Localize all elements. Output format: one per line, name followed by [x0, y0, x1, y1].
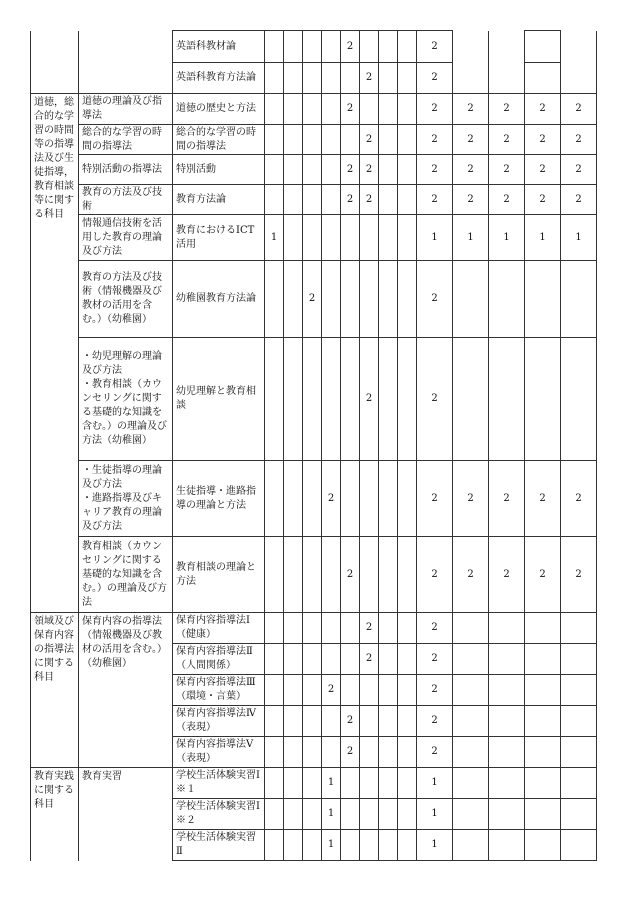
unit-cell [265, 675, 284, 706]
unit-cell: 2 [417, 737, 453, 768]
unit-cell [525, 737, 561, 768]
unit-cell: 2 [489, 537, 525, 613]
unit-cell [379, 737, 398, 768]
unit-cell: 1 [453, 215, 489, 261]
unit-cell [379, 644, 398, 675]
unit-cell [265, 94, 284, 125]
unit-cell: 2 [360, 185, 379, 215]
unit-cell: 2 [360, 125, 379, 155]
unit-cell: 2 [360, 644, 379, 675]
unit-cell: 2 [417, 185, 453, 215]
unit-cell [489, 830, 525, 861]
table-row [31, 261, 597, 338]
unit-cell [265, 706, 284, 737]
course-cell: 英語科教材論 [173, 31, 265, 63]
unit-cell [284, 94, 303, 125]
unit-cell [322, 537, 341, 613]
unit-cell [284, 737, 303, 768]
unit-cell [453, 613, 489, 644]
unit-cell: 2 [417, 31, 453, 63]
unit-cell: 1 [417, 768, 453, 799]
course-cell: 保育内容指導法Ⅱ（人間関係） [173, 644, 265, 675]
unit-cell [561, 830, 597, 861]
unit-cell [303, 799, 322, 830]
unit-cell [341, 644, 360, 675]
unit-cell [379, 94, 398, 125]
unit-cell: 2 [525, 461, 561, 537]
unit-cell: 1 [417, 799, 453, 830]
unit-cell: 2 [561, 155, 597, 185]
unit-cell: 1 [489, 215, 525, 261]
unit-cell [398, 737, 417, 768]
unit-cell [398, 461, 417, 537]
requirement-cell: 道徳の理論及び指導法 [79, 94, 173, 125]
unit-cell [398, 613, 417, 644]
unit-cell [265, 644, 284, 675]
unit-cell [341, 63, 360, 94]
category-cell: 道徳，総合的な学習の時間等の指導法及び生徒指導，教育相談等に関する科目 [31, 94, 79, 613]
course-cell: 保育内容指導法Ⅰ（健康） [173, 613, 265, 644]
unit-cell: 2 [453, 94, 489, 125]
course-cell: 幼稚園教育方法論 [173, 261, 265, 338]
unit-cell [303, 706, 322, 737]
unit-cell [398, 799, 417, 830]
unit-cell [265, 461, 284, 537]
unit-cell: 1 [322, 799, 341, 830]
unit-cell [341, 613, 360, 644]
unit-cell [360, 537, 379, 613]
unit-cell [561, 675, 597, 706]
unit-cell: 2 [489, 185, 525, 215]
unit-cell [322, 338, 341, 461]
unit-cell [453, 768, 489, 799]
unit-cell [525, 644, 561, 675]
unit-cell: 1 [417, 215, 453, 261]
unit-cell [525, 706, 561, 737]
unit-cell [265, 31, 284, 63]
unit-cell [265, 185, 284, 215]
blank-cell [561, 31, 597, 94]
requirement-cell: 教育実習 [79, 768, 173, 861]
unit-cell: 2 [341, 706, 360, 737]
unit-cell [379, 155, 398, 185]
unit-cell [303, 94, 322, 125]
unit-cell [489, 675, 525, 706]
unit-cell [341, 125, 360, 155]
unit-cell [525, 613, 561, 644]
unit-cell [303, 644, 322, 675]
unit-cell [360, 768, 379, 799]
unit-cell [453, 737, 489, 768]
unit-cell [379, 215, 398, 261]
unit-cell [489, 338, 525, 461]
unit-cell [284, 461, 303, 537]
unit-cell [379, 537, 398, 613]
unit-cell [489, 799, 525, 830]
unit-cell: 2 [417, 63, 453, 94]
unit-cell: 2 [453, 155, 489, 185]
unit-cell [341, 768, 360, 799]
unit-cell: 1 [322, 768, 341, 799]
unit-cell: 2 [417, 461, 453, 537]
table-row [31, 125, 597, 155]
unit-cell: 2 [453, 461, 489, 537]
unit-cell [379, 830, 398, 861]
unit-cell [322, 155, 341, 185]
unit-cell [284, 675, 303, 706]
unit-cell [453, 675, 489, 706]
unit-cell [303, 155, 322, 185]
unit-cell [398, 830, 417, 861]
unit-cell [322, 261, 341, 338]
unit-cell [525, 768, 561, 799]
unit-cell [453, 338, 489, 461]
unit-cell: 2 [303, 261, 322, 338]
table-row [31, 215, 597, 261]
unit-cell [360, 799, 379, 830]
unit-cell: 2 [360, 155, 379, 185]
unit-cell [303, 338, 322, 461]
unit-cell: 2 [417, 644, 453, 675]
unit-cell [284, 799, 303, 830]
unit-cell: 2 [525, 537, 561, 613]
unit-cell [379, 706, 398, 737]
unit-cell [265, 261, 284, 338]
requirement-cell: 総合的な学習の時間の指導法 [79, 125, 173, 155]
table-row [31, 185, 597, 215]
unit-cell [265, 737, 284, 768]
blank-cell [525, 63, 561, 94]
unit-cell: 2 [417, 537, 453, 613]
unit-cell [379, 675, 398, 706]
unit-cell [561, 737, 597, 768]
unit-cell: 2 [341, 31, 360, 63]
unit-cell [265, 613, 284, 644]
unit-cell [303, 185, 322, 215]
unit-cell [265, 155, 284, 185]
unit-cell [284, 644, 303, 675]
unit-cell [341, 215, 360, 261]
course-cell: 学校生活体験実習Ⅰ ※１ [173, 768, 265, 799]
unit-cell: 2 [489, 125, 525, 155]
course-cell: 総合的な学習の時間の指導法 [173, 125, 265, 155]
course-cell: 学校生活体験実習Ⅱ [173, 830, 265, 861]
requirement-cell: 情報通信技術を活用した教育の理論及び方法 [79, 215, 173, 261]
unit-cell: 2 [489, 461, 525, 537]
unit-cell [322, 185, 341, 215]
requirement-cell: 保育内容の指導法（情報機器及び教材の活用を含む。）（幼稚園） [79, 613, 173, 768]
unit-cell [398, 706, 417, 737]
course-cell: 英語科教育方法論 [173, 63, 265, 94]
unit-cell [561, 261, 597, 338]
course-cell: 保育内容指導法Ⅳ（表現） [173, 706, 265, 737]
unit-cell [322, 737, 341, 768]
unit-cell: 2 [561, 94, 597, 125]
unit-cell [341, 799, 360, 830]
unit-cell [561, 706, 597, 737]
unit-cell [322, 706, 341, 737]
unit-cell [398, 644, 417, 675]
unit-cell [525, 261, 561, 338]
unit-cell [284, 215, 303, 261]
unit-cell [360, 94, 379, 125]
unit-cell: 2 [453, 185, 489, 215]
unit-cell: 2 [417, 675, 453, 706]
unit-cell [489, 737, 525, 768]
requirement-cell: 教育相談（カウンセリングに関する基礎的な知識を含む。）の理論及び方法 [79, 537, 173, 613]
curriculum-table [30, 30, 597, 861]
unit-cell [360, 461, 379, 537]
unit-cell [303, 125, 322, 155]
unit-cell: 1 [322, 830, 341, 861]
requirement-cell [79, 31, 173, 94]
unit-cell [265, 830, 284, 861]
unit-cell [341, 261, 360, 338]
unit-cell [561, 613, 597, 644]
unit-cell [489, 644, 525, 675]
unit-cell: 1 [525, 215, 561, 261]
unit-cell [284, 537, 303, 613]
unit-cell [303, 737, 322, 768]
unit-cell [360, 675, 379, 706]
course-cell: 生徒指導・進路指導の理論と方法 [173, 461, 265, 537]
unit-cell [398, 125, 417, 155]
requirement-cell: ・幼児理解の理論及び方法 ・教育相談（カウンセリングに関する基礎的な知識を含む。）の理論及び方法（幼稚園） [79, 338, 173, 461]
unit-cell [265, 63, 284, 94]
unit-cell [284, 338, 303, 461]
unit-cell [303, 613, 322, 644]
unit-cell [379, 125, 398, 155]
unit-cell [379, 799, 398, 830]
requirement-cell: 特別活動の指導法 [79, 155, 173, 185]
unit-cell [303, 830, 322, 861]
unit-cell: 2 [341, 737, 360, 768]
unit-cell [398, 63, 417, 94]
table-row [31, 155, 597, 185]
unit-cell: 2 [360, 338, 379, 461]
unit-cell: 2 [489, 94, 525, 125]
unit-cell [360, 737, 379, 768]
unit-cell: 2 [417, 94, 453, 125]
unit-cell [284, 31, 303, 63]
unit-cell: 2 [322, 461, 341, 537]
unit-cell [284, 155, 303, 185]
course-cell: 教育相談の理論と方法 [173, 537, 265, 613]
category-cell: 領域及び保育内容の指導法に関する科目 [31, 613, 79, 768]
unit-cell [284, 706, 303, 737]
unit-cell [284, 830, 303, 861]
unit-cell [303, 31, 322, 63]
unit-cell: 2 [453, 537, 489, 613]
unit-cell: 2 [417, 706, 453, 737]
unit-cell [284, 125, 303, 155]
unit-cell [265, 125, 284, 155]
requirement-cell: ・生徒指導の理論及び方法 ・進路指導及びキャリア教育の理論及び方法 [79, 461, 173, 537]
blank-cell [453, 31, 489, 94]
unit-cell [303, 215, 322, 261]
unit-cell: 2 [525, 155, 561, 185]
unit-cell [398, 215, 417, 261]
course-cell: 保育内容指導法Ⅴ（表現） [173, 737, 265, 768]
unit-cell [322, 125, 341, 155]
table-row [31, 94, 597, 125]
unit-cell [453, 830, 489, 861]
unit-cell [561, 338, 597, 461]
unit-cell [341, 830, 360, 861]
unit-cell [322, 94, 341, 125]
unit-cell [379, 768, 398, 799]
unit-cell [284, 261, 303, 338]
unit-cell [379, 185, 398, 215]
unit-cell: 2 [360, 613, 379, 644]
unit-cell: 2 [341, 537, 360, 613]
unit-cell [398, 155, 417, 185]
requirement-cell: 教育の方法及び技術（情報機器及び教材の活用を含む。）（幼稚園） [79, 261, 173, 338]
unit-cell [489, 706, 525, 737]
unit-cell [453, 706, 489, 737]
unit-cell [360, 830, 379, 861]
unit-cell [489, 261, 525, 338]
unit-cell [360, 31, 379, 63]
table-row [31, 613, 597, 644]
unit-cell [379, 338, 398, 461]
unit-cell: 2 [561, 185, 597, 215]
unit-cell: 1 [561, 215, 597, 261]
unit-cell: 2 [341, 185, 360, 215]
unit-cell [284, 613, 303, 644]
unit-cell: 2 [489, 155, 525, 185]
unit-cell [561, 768, 597, 799]
unit-cell: 2 [561, 461, 597, 537]
unit-cell [398, 31, 417, 63]
unit-cell [398, 94, 417, 125]
unit-cell: 2 [341, 155, 360, 185]
unit-cell [379, 613, 398, 644]
requirement-cell: 教育の方法及び技術 [79, 185, 173, 215]
unit-cell [303, 63, 322, 94]
unit-cell: 2 [360, 63, 379, 94]
unit-cell: 2 [417, 338, 453, 461]
table-row [31, 461, 597, 537]
unit-cell [398, 261, 417, 338]
unit-cell [453, 644, 489, 675]
unit-cell [525, 675, 561, 706]
unit-cell: 2 [417, 613, 453, 644]
unit-cell [489, 768, 525, 799]
unit-cell: 2 [341, 94, 360, 125]
unit-cell [525, 830, 561, 861]
course-cell: 道徳の歴史と方法 [173, 94, 265, 125]
unit-cell [379, 461, 398, 537]
course-cell: 幼児理解と教育相談 [173, 338, 265, 461]
curriculum-table-sheet [30, 30, 596, 861]
unit-cell [398, 768, 417, 799]
unit-cell [284, 768, 303, 799]
table-row [31, 768, 597, 799]
unit-cell: 2 [417, 261, 453, 338]
unit-cell: 2 [322, 675, 341, 706]
table-row [31, 31, 597, 63]
blank-cell [525, 31, 561, 63]
unit-cell [303, 537, 322, 613]
table-row [31, 338, 597, 461]
unit-cell [360, 215, 379, 261]
unit-cell [525, 799, 561, 830]
unit-cell [341, 461, 360, 537]
unit-cell [303, 461, 322, 537]
unit-cell [265, 338, 284, 461]
unit-cell: 1 [265, 215, 284, 261]
course-cell: 学校生活体験実習Ⅰ ※２ [173, 799, 265, 830]
unit-cell: 2 [417, 125, 453, 155]
unit-cell [398, 675, 417, 706]
unit-cell: 2 [525, 125, 561, 155]
unit-cell [303, 675, 322, 706]
unit-cell [398, 338, 417, 461]
course-cell: 保育内容指導法Ⅲ（環境・言葉） [173, 675, 265, 706]
unit-cell: 2 [453, 125, 489, 155]
course-cell: 特別活動 [173, 155, 265, 185]
unit-cell [398, 537, 417, 613]
unit-cell [379, 261, 398, 338]
unit-cell [341, 338, 360, 461]
unit-cell [379, 63, 398, 94]
category-cell [31, 31, 79, 94]
unit-cell [341, 675, 360, 706]
unit-cell [322, 613, 341, 644]
course-cell: 教育におけるICT活用 [173, 215, 265, 261]
unit-cell [489, 613, 525, 644]
unit-cell [453, 799, 489, 830]
unit-cell [322, 215, 341, 261]
category-cell: 教育実践に関する科目 [31, 768, 79, 861]
unit-cell [303, 768, 322, 799]
unit-cell [360, 261, 379, 338]
table-row [31, 537, 597, 613]
unit-cell [360, 706, 379, 737]
unit-cell [379, 31, 398, 63]
unit-cell: 2 [417, 155, 453, 185]
unit-cell [265, 537, 284, 613]
unit-cell [398, 185, 417, 215]
unit-cell [561, 799, 597, 830]
unit-cell [322, 644, 341, 675]
unit-cell: 2 [561, 537, 597, 613]
unit-cell [322, 63, 341, 94]
course-cell: 教育方法論 [173, 185, 265, 215]
unit-cell: 2 [525, 185, 561, 215]
unit-cell: 2 [525, 94, 561, 125]
blank-cell [489, 31, 525, 94]
unit-cell [284, 63, 303, 94]
unit-cell: 1 [417, 830, 453, 861]
unit-cell [284, 185, 303, 215]
unit-cell [525, 338, 561, 461]
unit-cell [322, 31, 341, 63]
unit-cell [561, 644, 597, 675]
unit-cell: 2 [561, 125, 597, 155]
unit-cell [453, 261, 489, 338]
